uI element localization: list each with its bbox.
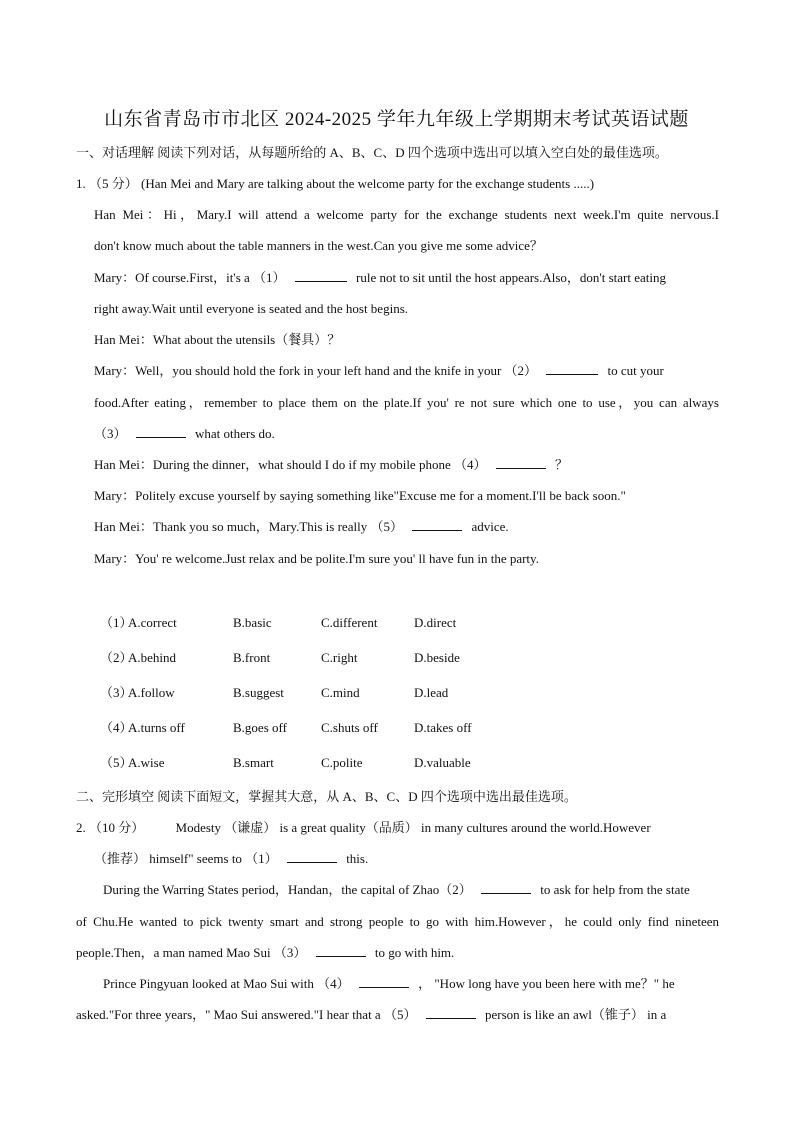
- dialogue-line-2: don't know much about the table manners in the west.Can you give me some advice？: [94, 238, 543, 253]
- dialogue-line-10: Mary：Politely excuse yourself by saying something like"Excuse me for a moment.I'll be back soon.": [94, 488, 626, 503]
- cloze-blank-5[interactable]: [426, 1007, 476, 1019]
- question2-number: 2.: [76, 820, 86, 835]
- cloze-blank-2[interactable]: [481, 882, 531, 894]
- option-c[interactable]: C.mind: [321, 685, 360, 700]
- dialogue-line-6: Mary：Well，you should hold the fork in your left hand and the knife in your （2） to cut your: [94, 363, 664, 378]
- option-a[interactable]: A.follow: [128, 685, 175, 700]
- option-d[interactable]: D.lead: [414, 685, 449, 700]
- option-d[interactable]: D.direct: [414, 615, 457, 630]
- option-number: （2）: [100, 650, 133, 665]
- blank-2[interactable]: [546, 363, 598, 375]
- question1-score: （5 分）: [89, 176, 138, 191]
- option-c[interactable]: C.right: [321, 650, 358, 665]
- dialogue-line-8: （3） what others do.: [94, 426, 275, 441]
- question2-line-3: During the Warring States period，Handan，the capital of Zhao（2） to ask for help from the state: [103, 882, 690, 897]
- blank-4[interactable]: [496, 457, 546, 469]
- cloze-blank-1[interactable]: [287, 851, 337, 863]
- option-c[interactable]: C.different: [321, 615, 378, 630]
- option-a[interactable]: A.correct: [128, 615, 177, 630]
- question2-line-4: of Chu.He wanted to pick twenty smart and strong people to go with him.However，he could only find nineteen: [76, 914, 719, 929]
- dialogue-line-4: right away.Wait until everyone is seated and the host begins.: [94, 301, 408, 316]
- dialogue-line-11: Han Mei：Thank you so much，Mary.This is really （5） advice.: [94, 519, 509, 534]
- option-number: （1）: [100, 615, 133, 630]
- dialogue-line-7: food.After eating，remember to place them on the plate.If you' re not sure which one to use，you can always: [94, 395, 719, 410]
- option-number: （5）: [100, 755, 133, 770]
- question2-score: （10 分）: [89, 820, 145, 835]
- dialogue-line-12: Mary：You' re welcome.Just relax and be polite.I'm sure you' ll have fun in the party.: [94, 551, 539, 566]
- section2-heading: 二、完形填空 阅读下面短文，掌握其大意，从 A、B、C、D 四个选项中选出最佳选项。: [76, 789, 577, 804]
- option-b[interactable]: B.front: [233, 650, 271, 665]
- option-b[interactable]: B.suggest: [233, 685, 284, 700]
- option-number: （3）: [100, 685, 133, 700]
- question1-intro: (Han Mei and Mary are talking about the welcome party for the exchange students .....): [141, 176, 595, 191]
- dialogue-line-3: Mary：Of course.First，it's a （1） rule not to sit until the host appears.Also，don't start eating: [94, 270, 667, 285]
- blank-5[interactable]: [412, 519, 462, 531]
- option-b[interactable]: B.smart: [233, 755, 274, 770]
- cloze-blank-3[interactable]: [316, 945, 366, 957]
- option-a[interactable]: A.wise: [128, 755, 165, 770]
- question2-line-6: Prince Pingyuan looked at Mao Sui with （4） ， "How long have you been here with me？" he: [103, 976, 675, 991]
- dialogue-line-1: Han Mei：Hi，Mary.I will attend a welcome party for the exchange students next week.I'm quite nervous.I: [94, 207, 719, 222]
- option-number: （4）: [100, 720, 133, 735]
- option-c[interactable]: C.polite: [321, 755, 363, 770]
- question1-header: [76, 176, 594, 192]
- option-a[interactable]: A.turns off: [128, 720, 185, 735]
- dialogue-line-9: Han Mei：During the dinner，what should I do if my mobile phone （4） ？: [94, 457, 568, 472]
- blank-1[interactable]: [295, 270, 347, 282]
- dialogue-line-5: Han Mei：What about the utensils（餐具）？: [94, 332, 341, 347]
- question2-line-7: asked."For three years，" Mao Sui answered."I hear that a （5） person is like an awl（锥子） in a: [76, 1007, 667, 1022]
- option-d[interactable]: D.valuable: [414, 755, 471, 770]
- question2-line-2: （推荐） himself" seems to （1） this.: [94, 851, 369, 866]
- option-a[interactable]: A.behind: [128, 650, 177, 665]
- question2-line-5: people.Then，a man named Mao Sui （3） to go with him.: [76, 945, 455, 960]
- question1-number: 1.: [76, 176, 86, 191]
- option-b[interactable]: B.basic: [233, 615, 272, 630]
- question2-line-1: 2. （10 分） Modesty （谦虚） is a great quality（品质） in many cultures around the world.However: [76, 820, 651, 835]
- cloze-blank-4[interactable]: [359, 976, 409, 988]
- option-d[interactable]: D.beside: [414, 650, 460, 665]
- option-d[interactable]: D.takes off: [414, 720, 472, 735]
- section1-heading: 一、对话理解 阅读下列对话，从每题所给的 A、B、C、D 四个选项中选出可以填入空白处的最佳选项。: [76, 145, 668, 160]
- blank-3[interactable]: [136, 426, 186, 438]
- option-b[interactable]: B.goes off: [233, 720, 287, 735]
- page-title: 山东省青岛市市北区 2024-2025 学年九年级上学期期末考试英语试题: [104, 109, 689, 130]
- option-c[interactable]: C.shuts off: [321, 720, 378, 735]
